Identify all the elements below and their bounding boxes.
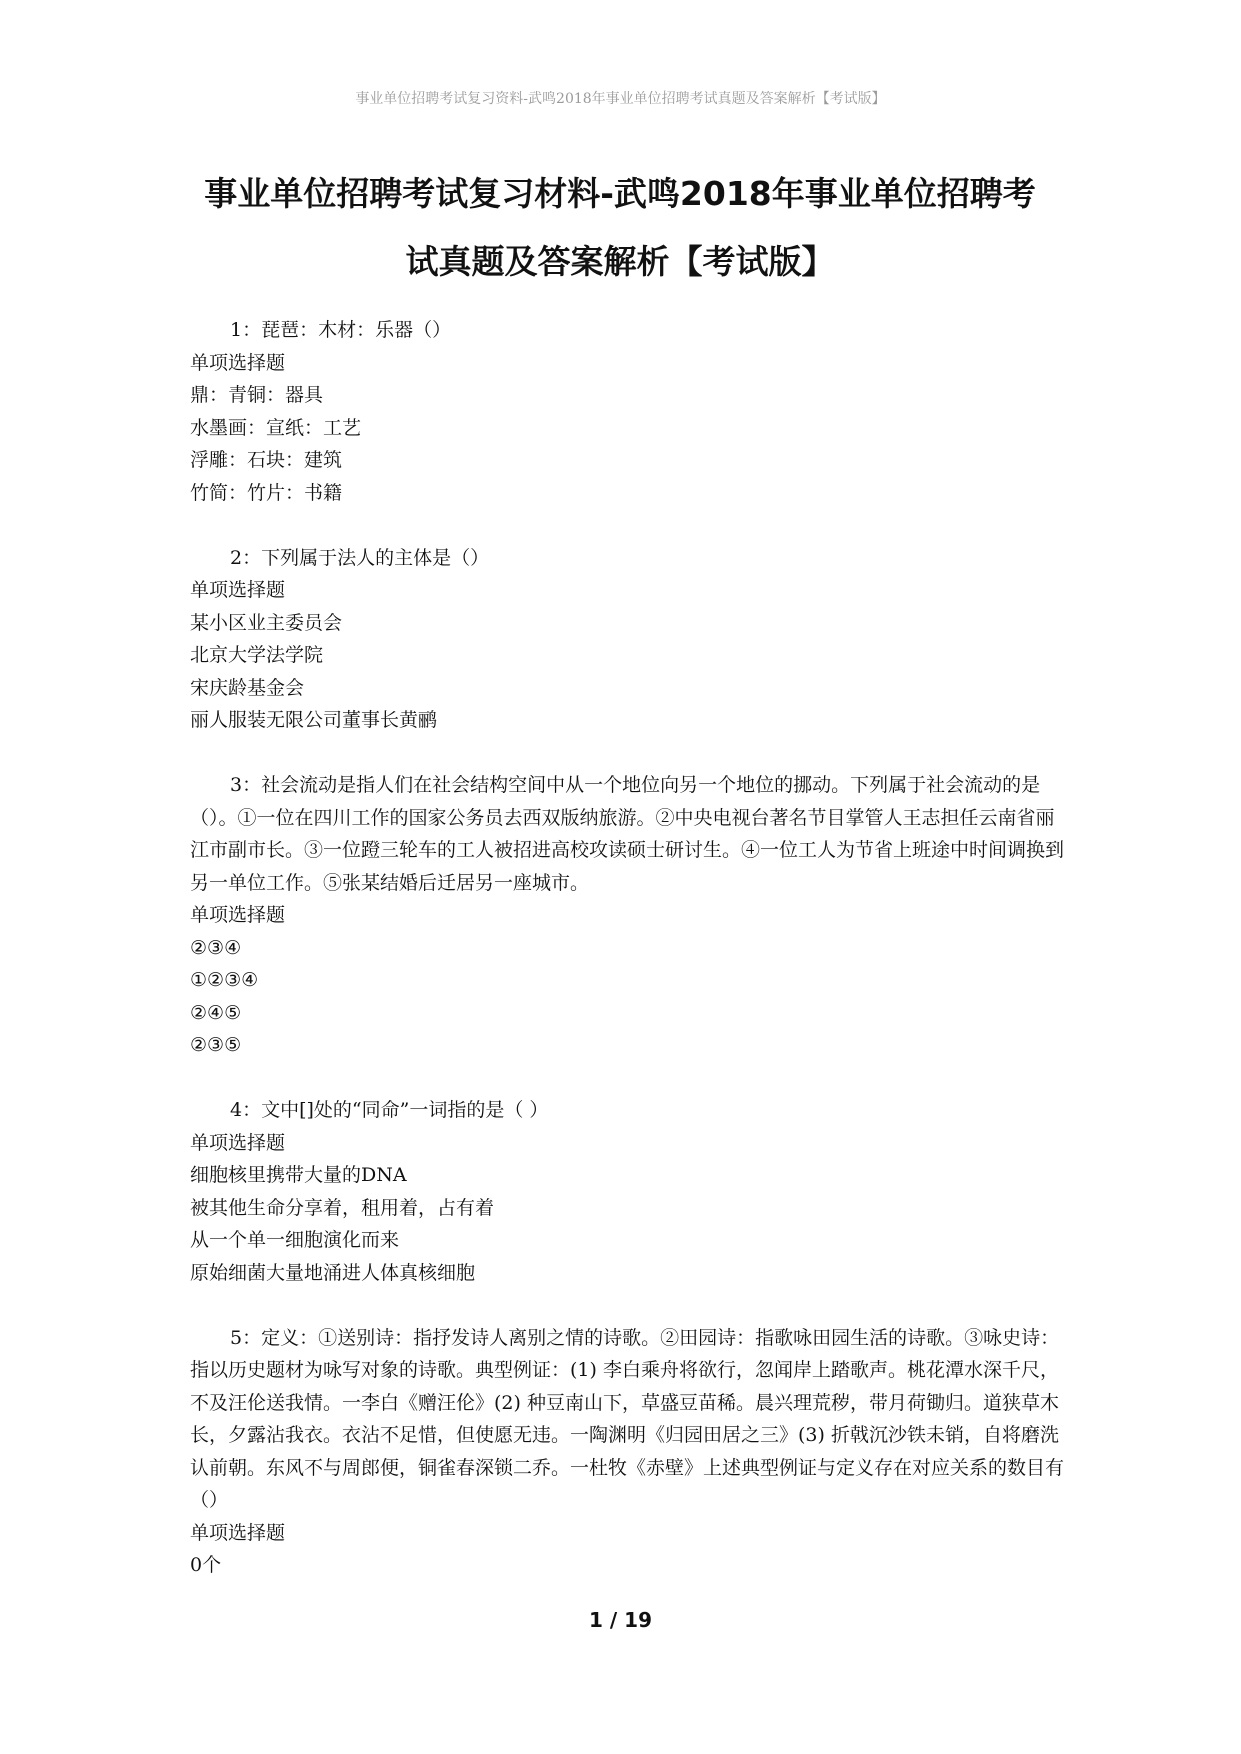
question-2 bbox=[190, 542, 1070, 737]
answer-option: 鼎：青铜：器具 bbox=[190, 384, 324, 406]
title-line-2: 试真题及答案解析【考试版】 bbox=[405, 242, 835, 281]
question-4 bbox=[190, 1094, 1070, 1289]
answer-option: ②③④ bbox=[190, 936, 242, 959]
answer-option: 浮雕：石块：建筑 bbox=[190, 449, 343, 471]
question-type: 单项选择题 bbox=[190, 904, 286, 926]
answer-option: 水墨画：宣纸：工艺 bbox=[190, 416, 362, 439]
answer-option: 某小区业主委员会 bbox=[190, 611, 343, 634]
answer-option: ①②③④ bbox=[190, 969, 259, 991]
answer-option: 原始细菌大量地涌进人体真核细胞 bbox=[190, 1261, 476, 1284]
answer-option: ②④⑤ bbox=[190, 1001, 242, 1024]
answer-option: 丽人服装无限公司董事长黄鹂 bbox=[190, 709, 438, 731]
answer-option: 从一个单一细胞演化而来 bbox=[190, 1229, 400, 1251]
page-number: 1 / 19 bbox=[589, 1608, 652, 1632]
answer-option: 0个 bbox=[190, 1554, 222, 1576]
answer-option: 宋庆龄基金会 bbox=[190, 676, 305, 699]
answer-option: 被其他生命分享着，租用着，占有着 bbox=[190, 1196, 495, 1219]
question-stem: 1：琵琶：木材：乐器（） bbox=[230, 319, 452, 341]
document-title bbox=[170, 160, 1070, 296]
answer-option: 细胞核里携带大量的DNA bbox=[190, 1164, 407, 1186]
question-1 bbox=[190, 314, 1070, 509]
answer-option: 竹简：竹片：书籍 bbox=[190, 481, 343, 504]
question-3 bbox=[190, 769, 1070, 1062]
question-stem: 2：下列属于法人的主体是（） bbox=[230, 546, 490, 569]
question-stem: 3：社会流动是指人们在社会结构空间中从一个地位向另一个地位的挪动。下列属于社会流动的是（）。①一位在四川工作的国家公务员去西双版纳旅游。②中央电视台著名节目掌管人王志担任云南省丽江市副市长。③一位蹬三轮车的工人被招进高校攻读硕士研讨生。④一位工人为节省上班途中时间调换到另一单位工作。⑤张某结婚后迁居另一座城市。 bbox=[190, 774, 1065, 894]
running-header: 事业单位招聘考试复习资料-武鸣2018年事业单位招聘考试真题及答案解析【考试版】 bbox=[355, 91, 886, 107]
question-stem: 5：定义：①送别诗：指抒发诗人离别之情的诗歌。②田园诗：指歌咏田园生活的诗歌。③咏史诗：指以历史题材为咏写对象的诗歌。典型例证：(1) 李白乘舟将欲行，忽闻岸上踏歌声。桃花潭水深千尺，不及汪伦送我情。一李白《赠汪伦》(2) 种豆南山下，草盛豆苗稀。晨兴理荒秽，带月荷锄归。道狭草木长，夕露沾我衣。衣沾不足惜，但使愿无违。一陶渊明《归园田居之三》(3) 折戟沉沙铁未销，自将磨洗认前朝。东风不与周郎便，铜雀春深锁二乔。一杜牧《赤壁》上述典型例证与定义存在对应关系的数目有（） bbox=[190, 1326, 1065, 1511]
question-list bbox=[190, 314, 1070, 1614]
question-5 bbox=[190, 1322, 1070, 1582]
question-type: 单项选择题 bbox=[190, 579, 286, 601]
question-stem: 4：文中[]处的“同命”一词指的是（ ） bbox=[230, 1099, 549, 1121]
question-type: 单项选择题 bbox=[190, 351, 286, 374]
answer-option: 北京大学法学院 bbox=[190, 644, 324, 666]
answer-option: ②③⑤ bbox=[190, 1034, 242, 1056]
title-line-1: 事业单位招聘考试复习材料-武鸣2018年事业单位招聘考 bbox=[204, 174, 1036, 213]
question-type: 单项选择题 bbox=[190, 1521, 286, 1544]
question-type: 单项选择题 bbox=[190, 1131, 286, 1154]
